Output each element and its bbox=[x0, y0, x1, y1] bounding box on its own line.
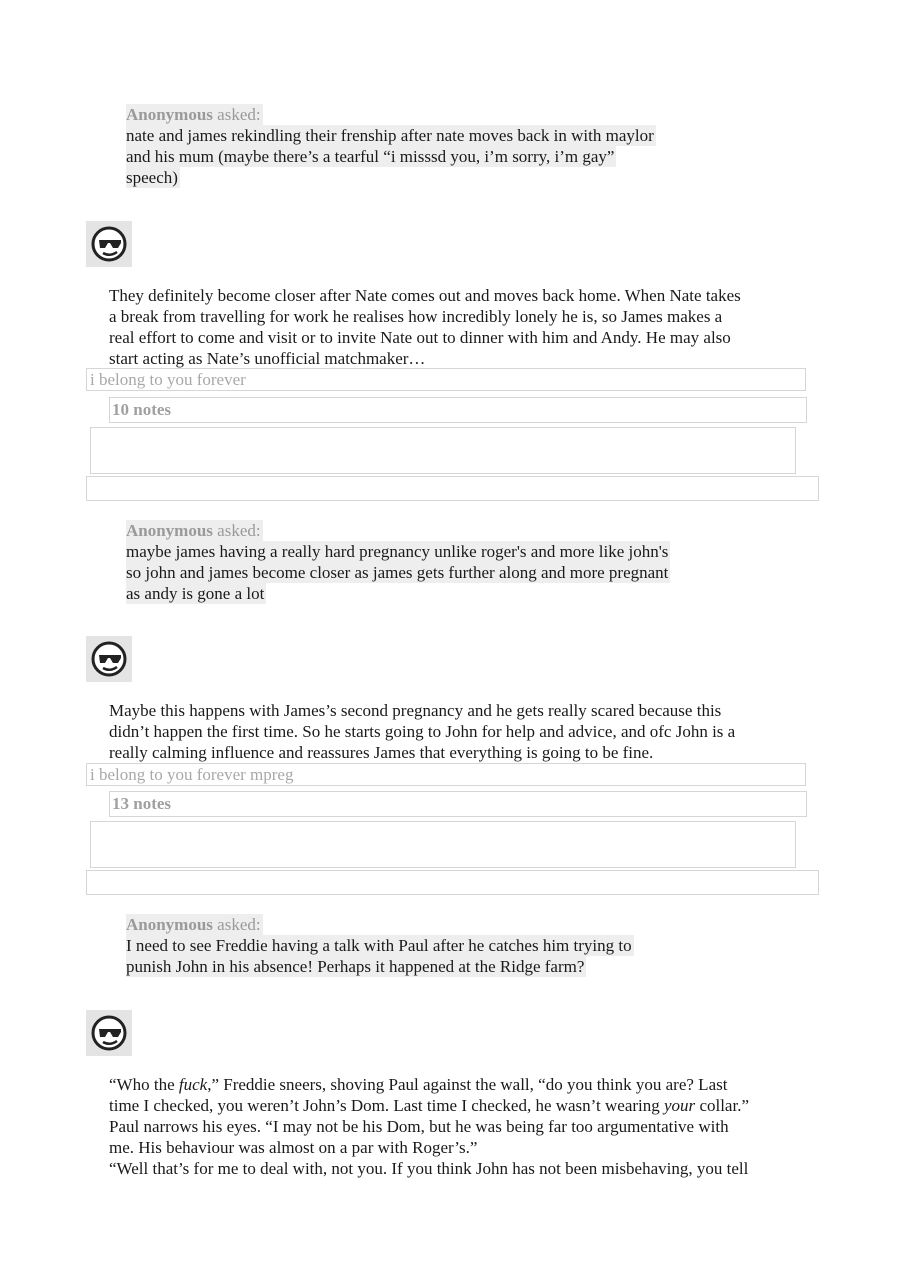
post-3 bbox=[0, 914, 905, 1280]
empty-frame bbox=[86, 870, 819, 895]
question-line: so john and james become closer as james gets further along and more pregnant bbox=[126, 563, 669, 582]
answer-line: a break from travelling for work he realises how incredibly lonely he is, so James makes a bbox=[109, 307, 723, 326]
sunglasses-face-icon bbox=[91, 226, 127, 262]
tags-link[interactable]: i belong to you forever mpreg bbox=[86, 763, 806, 786]
answer-line: Paul narrows his eyes. “I may not be his Dom, but he was being far too argumentative with bbox=[109, 1117, 729, 1136]
avatar[interactable] bbox=[86, 636, 132, 682]
post-1 bbox=[0, 104, 905, 498]
sunglasses-face-icon bbox=[91, 641, 127, 677]
answer-line bbox=[109, 1095, 809, 1116]
question-line: and his mum (maybe there’s a tearful “i misssd you, i’m sorry, i’m gay” bbox=[126, 147, 615, 166]
asked-label: asked: bbox=[217, 521, 261, 540]
answer-line: Maybe this happens with James’s second pregnancy and he gets really scared because this bbox=[109, 701, 722, 720]
asked-label: asked: bbox=[217, 105, 261, 124]
question-line: as andy is gone a lot bbox=[126, 584, 265, 603]
answer-text: “Who the bbox=[109, 1075, 179, 1094]
answer-body bbox=[109, 700, 809, 763]
answer-text: ,” Freddie sneers, shoving Paul against the wall, “do you think you are? Last bbox=[207, 1075, 728, 1094]
ask-block bbox=[126, 104, 726, 188]
empty-frame bbox=[90, 821, 796, 868]
ask-block bbox=[126, 520, 726, 604]
answer-text: time I checked, you weren’t John’s Dom. Last time I checked, he wasn’t wearing bbox=[109, 1096, 665, 1115]
asker-name[interactable]: Anonymous bbox=[126, 915, 213, 934]
answer-emphasis: fuck bbox=[178, 1075, 208, 1094]
answer-line: me. His behaviour was almost on a par with Roger’s.” bbox=[109, 1138, 478, 1157]
empty-frame bbox=[90, 427, 796, 474]
answer-line bbox=[109, 1074, 809, 1095]
sunglasses-face-icon bbox=[91, 1015, 127, 1051]
avatar[interactable] bbox=[86, 221, 132, 267]
answer-line: real effort to come and visit or to invite Nate out to dinner with him and Andy. He may also bbox=[109, 328, 731, 347]
ask-block bbox=[126, 914, 726, 977]
question-line: speech) bbox=[126, 168, 178, 187]
answer-line: They definitely become closer after Nate comes out and moves back home. When Nate takes bbox=[109, 286, 741, 305]
empty-frame bbox=[86, 476, 819, 501]
ask-header bbox=[126, 520, 263, 541]
question-line: maybe james having a really hard pregnancy unlike roger's and more like john's bbox=[126, 542, 669, 561]
question-line: I need to see Freddie having a talk with Paul after he catches him trying to bbox=[126, 936, 632, 955]
post-2 bbox=[0, 520, 905, 914]
answer-line: really calming influence and reassures James that everything is going to be fine. bbox=[109, 743, 654, 762]
tags-link[interactable]: i belong to you forever bbox=[86, 368, 806, 391]
answer-line: start acting as Nate’s unofficial matchmaker… bbox=[109, 349, 426, 368]
notes-count[interactable]: 10 notes bbox=[109, 397, 807, 423]
asked-label: asked: bbox=[217, 915, 261, 934]
answer-text: collar.” bbox=[695, 1096, 749, 1115]
answer-body bbox=[109, 1074, 809, 1179]
answer-body bbox=[109, 285, 809, 369]
notes-count[interactable]: 13 notes bbox=[109, 791, 807, 817]
ask-header bbox=[126, 914, 263, 935]
question-line: nate and james rekindling their frenship after nate moves back in with maylor bbox=[126, 126, 654, 145]
question-line: punish John in his absence! Perhaps it happened at the Ridge farm? bbox=[126, 957, 585, 976]
avatar[interactable] bbox=[86, 1010, 132, 1056]
asker-name[interactable]: Anonymous bbox=[126, 521, 213, 540]
answer-line: didn’t happen the first time. So he starts going to John for help and advice, and ofc John is a bbox=[109, 722, 736, 741]
asker-name[interactable]: Anonymous bbox=[126, 105, 213, 124]
answer-emphasis: your bbox=[664, 1096, 696, 1115]
answer-line: “Well that’s for me to deal with, not you. If you think John has not been misbehaving, you tell bbox=[109, 1159, 749, 1178]
ask-header bbox=[126, 104, 263, 125]
